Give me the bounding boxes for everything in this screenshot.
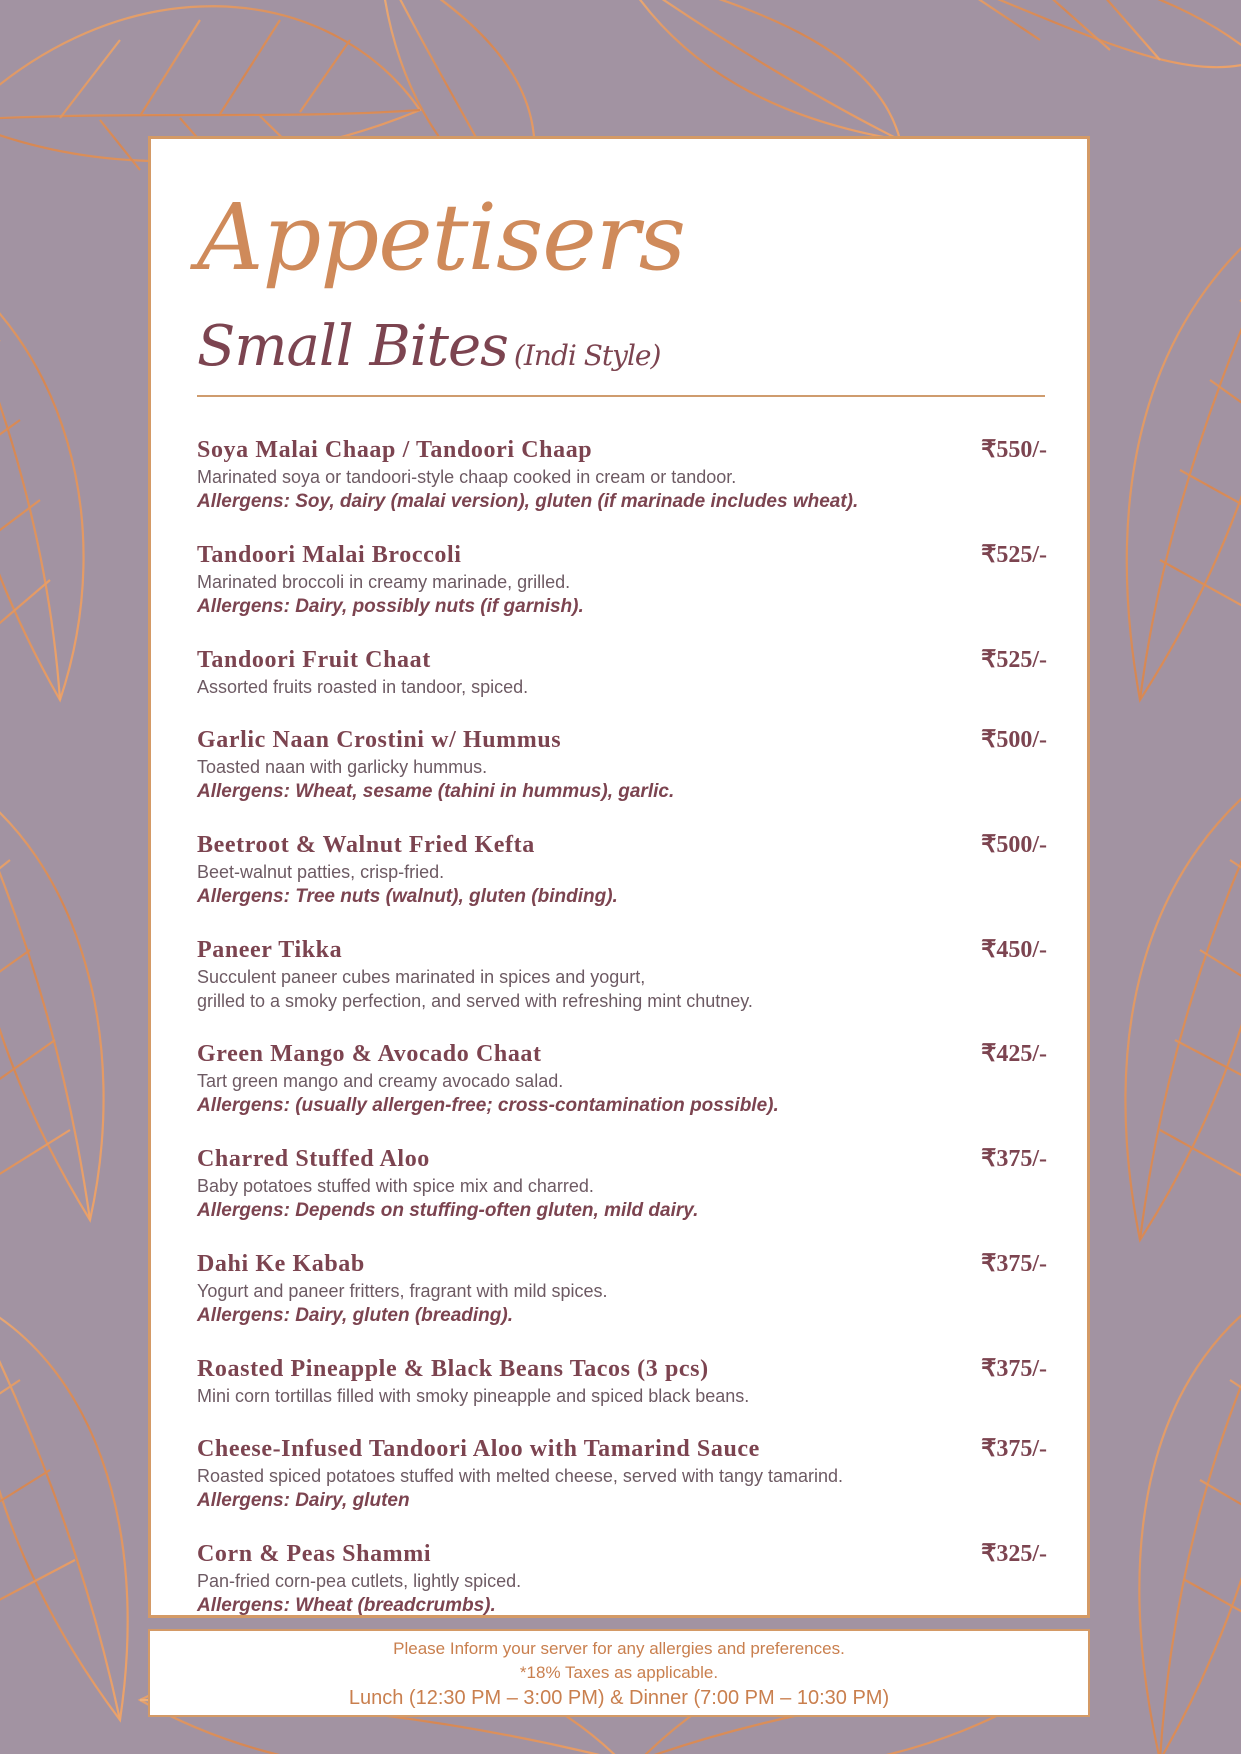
footer-notice <box>148 1629 1090 1717</box>
menu-item-header <box>197 645 1047 675</box>
menu-item-description: Pan-fried corn-pea cutlets, lightly spiced. <box>197 1571 522 1591</box>
menu-card <box>148 136 1090 1618</box>
section-title <box>197 314 660 379</box>
menu-item-header <box>197 1354 1047 1384</box>
menu-item-description: Marinated soya or tandoori-style chaap cooked in cream or tandoor. <box>197 467 737 487</box>
menu-item-description: Assorted fruits roasted in tandoor, spiced. <box>197 677 529 697</box>
menu-item-price: ₹550/- <box>981 437 1047 463</box>
page-title: Appetisers <box>197 184 685 291</box>
menu-item <box>197 1249 1047 1328</box>
menu-item-header <box>197 1539 1047 1569</box>
menu-item-price: ₹500/- <box>981 727 1047 753</box>
menu-item-name: Soya Malai Chaap / Tandoori Chaap <box>197 437 593 463</box>
menu-item <box>197 540 1047 619</box>
menu-item-name: Green Mango & Avocado Chaat <box>197 1041 542 1067</box>
menu-item-description: Marinated broccoli in creamy marinade, grilled. <box>197 572 571 592</box>
menu-item-allergens: Allergens: (usually allergen-free; cross-contamination possible). <box>197 1095 779 1116</box>
menu-item-header <box>197 435 1047 465</box>
menu-item-name: Roasted Pineapple & Black Beans Tacos (3 pcs) <box>197 1356 709 1382</box>
menu-item-allergens: Allergens: Dairy, possibly nuts (if garnish). <box>197 596 584 617</box>
menu-item-name: Tandoori Malai Broccoli <box>197 542 462 568</box>
service-hours: Lunch (12:30 PM – 3:00 PM) & Dinner (7:00 PM – 10:30 PM) <box>348 1687 890 1709</box>
menu-item-description: Baby potatoes stuffed with spice mix and charred. <box>197 1176 594 1196</box>
section-title-text: Small Bites <box>197 314 508 379</box>
menu-item <box>197 830 1047 909</box>
menu-item-name: Garlic Naan Crostini w/ Hummus <box>197 727 562 753</box>
menu-item <box>197 935 1047 1013</box>
menu-item-price: ₹375/- <box>981 1436 1047 1462</box>
menu-item-header <box>197 1249 1047 1279</box>
menu-item <box>197 1144 1047 1223</box>
menu-item-price: ₹450/- <box>981 937 1047 963</box>
menu-item-price: ₹375/- <box>981 1356 1047 1382</box>
menu-item-header <box>197 830 1047 860</box>
section-divider <box>197 395 1045 397</box>
menu-item-name: Beetroot & Walnut Fried Kefta <box>197 832 535 858</box>
menu-item-header <box>197 540 1047 570</box>
menu-item-allergens: Allergens: Wheat (breadcrumbs). <box>197 1595 496 1616</box>
menu-item-price: ₹425/- <box>981 1041 1047 1067</box>
menu-item-name: Charred Stuffed Aloo <box>197 1146 430 1172</box>
menu-item <box>197 1039 1047 1118</box>
menu-item-name: Cheese-Infused Tandoori Aloo with Tamarind Sauce <box>197 1436 760 1462</box>
menu-item-price: ₹500/- <box>981 832 1047 858</box>
menu-item-description: grilled to a smoky perfection, and served with refreshing mint chutney. <box>197 991 753 1011</box>
menu-item <box>197 645 1047 699</box>
menu-item-price: ₹375/- <box>981 1146 1047 1172</box>
menu-item-name: Paneer Tikka <box>197 937 343 963</box>
menu-item-description: Yogurt and paneer fritters, fragrant with mild spices. <box>197 1281 608 1301</box>
menu-item-name: Dahi Ke Kabab <box>197 1251 365 1277</box>
menu-item-header <box>197 935 1047 965</box>
menu-item-allergens: Allergens: Soy, dairy (malai version), gluten (if marinade includes wheat). <box>197 491 859 512</box>
menu-item <box>197 1434 1047 1513</box>
menu-item-price: ₹325/- <box>981 1541 1047 1567</box>
menu-item-description: Mini corn tortillas filled with smoky pineapple and spiced black beans. <box>197 1386 750 1406</box>
menu-item-list <box>197 435 1047 1644</box>
menu-item <box>197 435 1047 514</box>
section-subtitle: (Indi Style) <box>513 339 661 372</box>
menu-item-allergens: Allergens: Depends on stuffing-often gluten, mild dairy. <box>197 1200 699 1221</box>
menu-item-price: ₹525/- <box>981 542 1047 568</box>
menu-item-header <box>197 1039 1047 1069</box>
menu-item-description: Beet-walnut patties, crisp-fried. <box>197 862 445 882</box>
menu-item-price: ₹375/- <box>981 1251 1047 1277</box>
menu-item-allergens: Allergens: Wheat, sesame (tahini in hummus), garlic. <box>197 781 675 802</box>
menu-item-header <box>197 1144 1047 1174</box>
menu-item-name: Corn & Peas Shammi <box>197 1541 432 1567</box>
menu-item-description: Toasted naan with garlicky hummus. <box>197 757 488 777</box>
menu-item <box>197 725 1047 804</box>
menu-item-header <box>197 725 1047 755</box>
menu-item-allergens: Allergens: Tree nuts (walnut), gluten (binding). <box>197 886 618 907</box>
menu-item-allergens: Allergens: Dairy, gluten <box>197 1490 410 1511</box>
menu-item-allergens: Allergens: Dairy, gluten (breading). <box>197 1305 514 1326</box>
menu-item-name: Tandoori Fruit Chaat <box>197 647 431 673</box>
menu-item-description: Succulent paneer cubes marinated in spices and yogurt, <box>197 967 646 987</box>
menu-item <box>197 1539 1047 1618</box>
tax-notice: *18% Taxes as applicable. <box>519 1663 719 1682</box>
allergy-notice: Please Inform your server for any allergies and preferences. <box>393 1639 845 1658</box>
menu-item-price: ₹525/- <box>981 647 1047 673</box>
menu-item-description: Roasted spiced potatoes stuffed with melted cheese, served with tangy tamarind. <box>197 1466 844 1486</box>
menu-item <box>197 1354 1047 1408</box>
menu-item-description: Tart green mango and creamy avocado salad. <box>197 1071 564 1091</box>
menu-item-header <box>197 1434 1047 1464</box>
